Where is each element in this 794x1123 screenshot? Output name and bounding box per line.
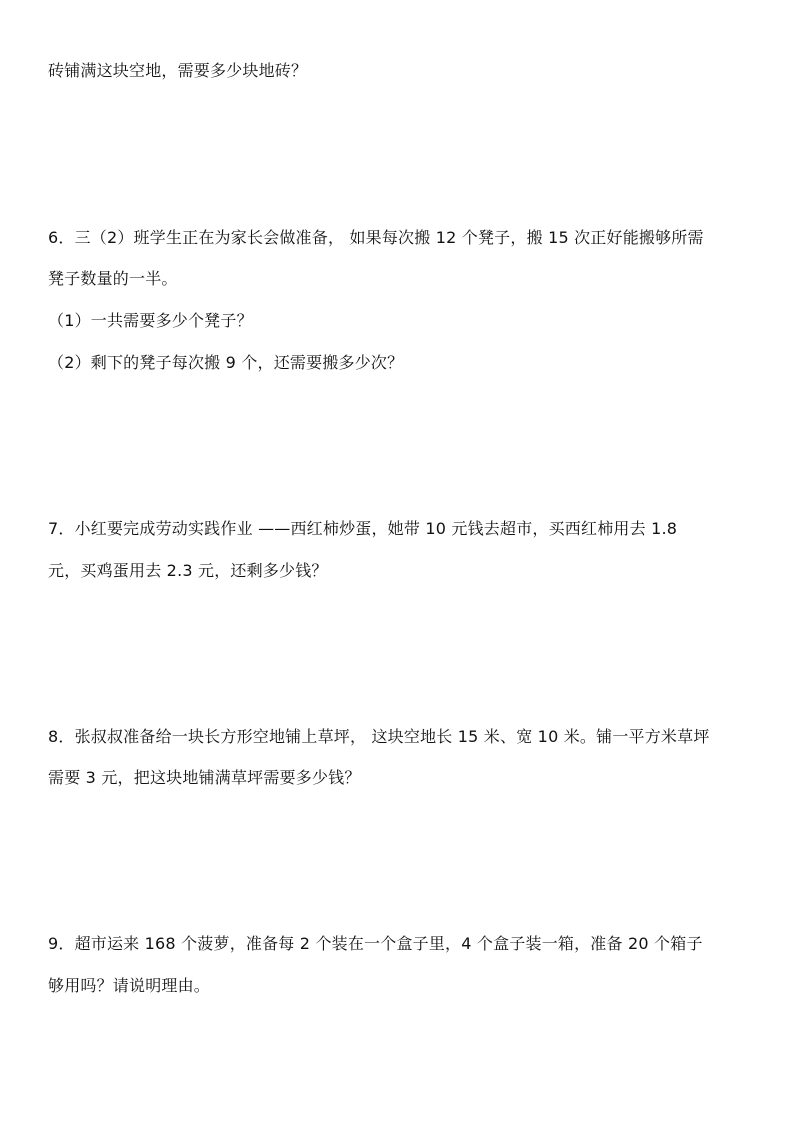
problem-5-continuation: 砖铺满这块空地，需要多少块地砖？ — [48, 61, 308, 80]
problem-6-subquestion-2: （2）剩下的凳子每次搬 9 个，还需要搬多少次？ — [48, 353, 404, 372]
problem-8-line-1: 8．张叔叔准备给一块长方形空地铺上草坪， 这块空地长 15 米、宽 10 米。铺一平方米草坪 — [48, 727, 710, 746]
problem-9-line-1: 9．超市运来 168 个菠萝，准备每 2 个装在一个盒子里，4 个盒子装一箱，准备 20 个箱子 — [48, 934, 703, 953]
problem-6-subquestion-1: （1）一共需要多少个凳子？ — [48, 311, 253, 330]
problem-9-line-2: 够用吗？请说明理由。 — [48, 976, 211, 995]
problem-7-line-2: 元，买鸡蛋用去 2.3 元，还剩多少钱？ — [48, 561, 328, 580]
problem-7-line-1: 7．小红要完成劳动实践作业 ——西红柿炒蛋，她带 10 元钱去超市，买西红柿用去 1.8 — [48, 519, 678, 538]
problem-6-line-1: 6．三（2）班学生正在为家长会做准备， 如果每次搬 12 个凳子，搬 15 次正好能搬够所需 — [48, 228, 704, 247]
problem-8-line-2: 需要 3 元，把这块地铺满草坪需要多少钱？ — [48, 768, 361, 787]
problem-6-line-2: 凳子数量的一半。 — [48, 269, 178, 288]
